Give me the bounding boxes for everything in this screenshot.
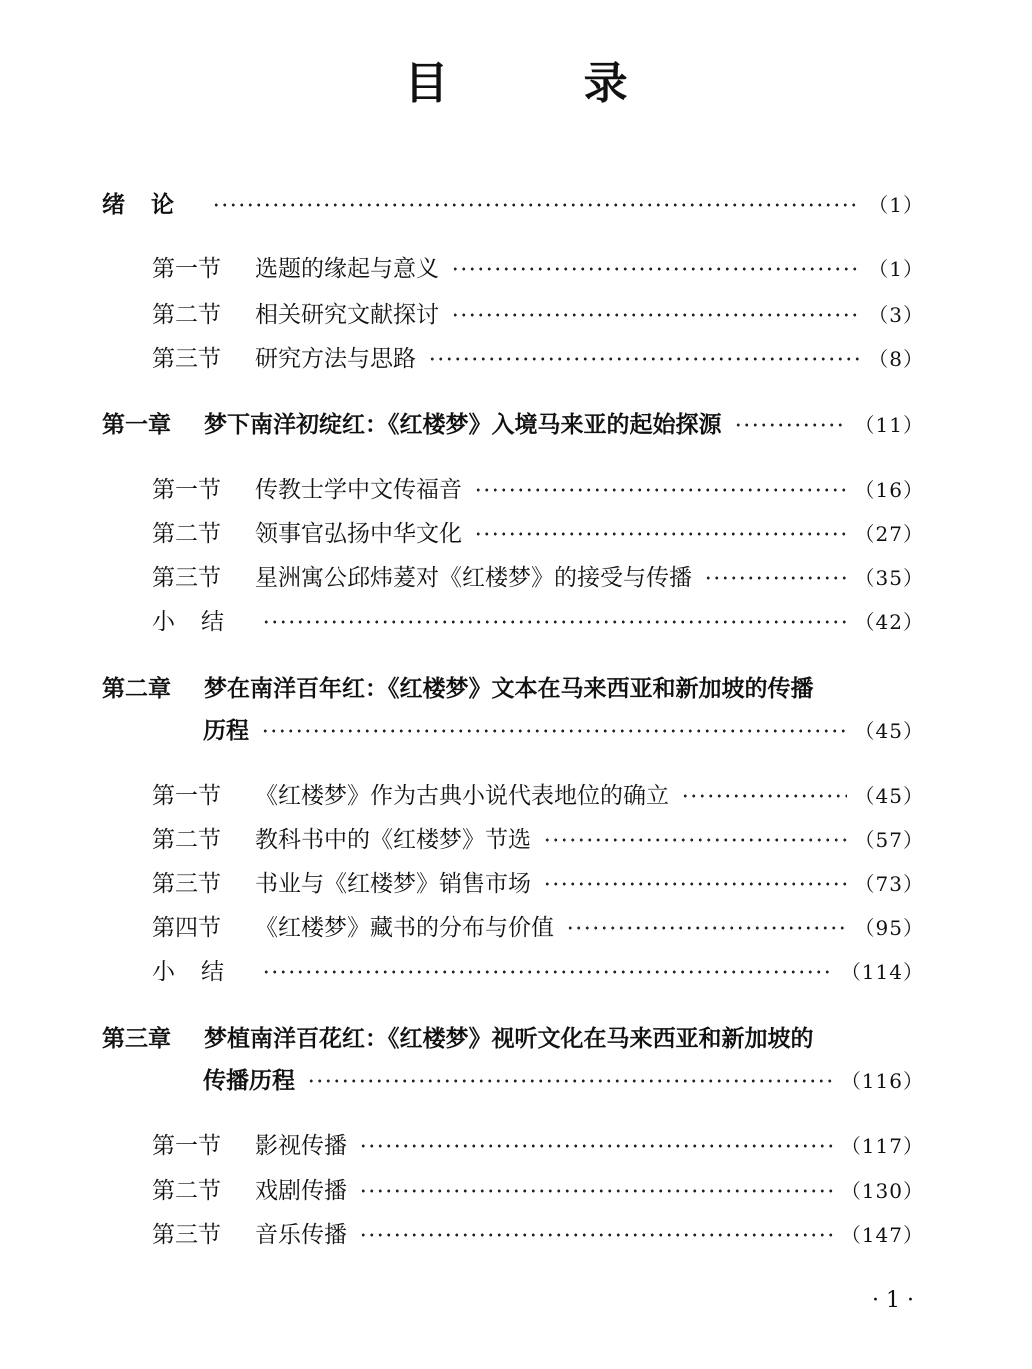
toc-entry-chapter-3-continued[interactable] bbox=[203, 1065, 924, 1097]
toc-entry-chapter-1-section-2[interactable] bbox=[152, 518, 924, 550]
dot-leader bbox=[681, 780, 847, 812]
toc-entry-chapter-3-section-3[interactable] bbox=[152, 1219, 924, 1251]
page-ref: （16） bbox=[854, 478, 924, 502]
page-ref: （95） bbox=[854, 916, 924, 940]
toc-entry-chapter-3-section-2[interactable] bbox=[152, 1175, 924, 1207]
page-ref: （1） bbox=[868, 257, 924, 281]
section-number: 第一节 bbox=[152, 1133, 221, 1159]
toc-entry-chapter-2-summary[interactable] bbox=[152, 956, 924, 988]
entry-title: 星洲寓公邱炜萲对《红楼梦》的接受与传播 bbox=[255, 565, 692, 591]
toc-entry-chapter-2[interactable] bbox=[102, 673, 924, 705]
entry-title: 领事官弘扬中华文化 bbox=[255, 521, 462, 547]
section-number: 第三节 bbox=[152, 565, 221, 591]
entry-title: 小结 bbox=[152, 959, 250, 985]
entry-title: 《红楼梦》藏书的分布与价值 bbox=[255, 915, 554, 941]
toc-entry-chapter-2-section-4[interactable] bbox=[152, 912, 924, 944]
entry-title: 影视传播 bbox=[255, 1133, 347, 1159]
page-number: · 1 · bbox=[872, 1288, 914, 1313]
section-number: 第二节 bbox=[152, 521, 221, 547]
toc-entry-chapter-2-section-1[interactable] bbox=[152, 780, 924, 812]
section-number: 第二节 bbox=[152, 827, 221, 853]
chapter-number: 第一章 bbox=[102, 412, 171, 438]
toc-entry-intro-section-3[interactable] bbox=[152, 343, 924, 375]
page-ref: （42） bbox=[854, 610, 924, 634]
page-ref: （8） bbox=[868, 347, 924, 371]
toc-entry-chapter-3[interactable] bbox=[102, 1023, 924, 1055]
dot-leader bbox=[451, 253, 860, 285]
section-number: 第二节 bbox=[152, 1178, 221, 1204]
page-ref: （3） bbox=[868, 303, 924, 327]
dot-leader bbox=[451, 299, 860, 331]
section-number: 第一节 bbox=[152, 477, 221, 503]
dot-leader bbox=[262, 956, 833, 988]
dot-leader bbox=[262, 606, 847, 638]
dot-leader bbox=[359, 1219, 833, 1251]
dot-leader bbox=[359, 1175, 833, 1207]
section-number: 第三节 bbox=[152, 346, 221, 372]
section-number: 第一节 bbox=[152, 783, 221, 809]
page-ref: （73） bbox=[854, 872, 924, 896]
toc-entry-chapter-1-section-3[interactable] bbox=[152, 562, 924, 594]
dot-leader bbox=[474, 474, 847, 506]
page-ref: （116） bbox=[840, 1069, 924, 1093]
page-ref: （117） bbox=[840, 1134, 924, 1158]
entry-title: 戏剧传播 bbox=[255, 1178, 347, 1204]
page-ref: （57） bbox=[854, 828, 924, 852]
entry-title: 《红楼梦》作为古典小说代表地位的确立 bbox=[255, 783, 669, 809]
page-ref: （147） bbox=[840, 1223, 924, 1247]
dot-leader bbox=[566, 912, 847, 944]
dot-leader bbox=[428, 343, 860, 375]
section-number: 第四节 bbox=[152, 915, 221, 941]
toc-entry-chapter-2-section-2[interactable] bbox=[152, 824, 924, 856]
dot-leader bbox=[704, 562, 847, 594]
dot-leader bbox=[261, 715, 847, 747]
entry-title: 绪论 bbox=[102, 192, 200, 218]
dot-leader bbox=[543, 868, 847, 900]
page-ref: （11） bbox=[854, 413, 924, 437]
page-ref: （35） bbox=[854, 566, 924, 590]
page-ref: （45） bbox=[854, 719, 924, 743]
section-number: 第三节 bbox=[152, 871, 221, 897]
page-ref: （27） bbox=[854, 522, 924, 546]
entry-title: 传播历程 bbox=[203, 1068, 295, 1094]
dot-leader bbox=[543, 824, 847, 856]
toc-entry-chapter-1[interactable] bbox=[102, 409, 924, 441]
toc-entry-chapter-2-section-3[interactable] bbox=[152, 868, 924, 900]
dot-leader bbox=[307, 1065, 833, 1097]
toc-entry-chapter-1-summary[interactable] bbox=[152, 606, 924, 638]
toc-entry-chapter-2-continued[interactable] bbox=[203, 715, 924, 747]
page-ref: （114） bbox=[840, 960, 924, 984]
entry-title: 教科书中的《红楼梦》节选 bbox=[255, 827, 531, 853]
toc-entry-chapter-3-section-1[interactable] bbox=[152, 1130, 924, 1162]
entry-title: 梦植南洋百花红：《红楼梦》视听文化在马来西亚和新加坡的 bbox=[204, 1026, 814, 1052]
entry-title: 研究方法与思路 bbox=[255, 346, 416, 372]
toc-entry-intro[interactable] bbox=[102, 189, 924, 221]
entry-title: 相关研究文献探讨 bbox=[255, 302, 439, 328]
section-number: 第三节 bbox=[152, 1222, 221, 1248]
section-number: 第一节 bbox=[152, 256, 221, 282]
entry-title: 历程 bbox=[203, 718, 249, 744]
entry-title: 小结 bbox=[152, 609, 250, 635]
page-ref: （45） bbox=[854, 784, 924, 808]
page-title: 目 录 bbox=[404, 58, 688, 109]
entry-title: 梦在南洋百年红：《红楼梦》文本在马来西亚和新加坡的传播 bbox=[204, 676, 814, 702]
entry-title: 书业与《红楼梦》销售市场 bbox=[255, 871, 531, 897]
chapter-number: 第二章 bbox=[102, 676, 171, 702]
entry-title: 传教士学中文传福音 bbox=[255, 477, 462, 503]
dot-leader bbox=[359, 1130, 833, 1162]
section-number: 第二节 bbox=[152, 302, 221, 328]
toc-entry-intro-section-1[interactable] bbox=[152, 253, 924, 285]
toc-entry-chapter-1-section-1[interactable] bbox=[152, 474, 924, 506]
entry-title: 音乐传播 bbox=[255, 1222, 347, 1248]
dot-leader bbox=[734, 409, 847, 441]
dot-leader bbox=[212, 189, 860, 221]
dot-leader bbox=[474, 518, 847, 550]
entry-title: 梦下南洋初绽红：《红楼梦》入境马来亚的起始探源 bbox=[204, 412, 722, 438]
entry-title: 选题的缘起与意义 bbox=[255, 256, 439, 282]
page-ref: （130） bbox=[840, 1179, 924, 1203]
chapter-number: 第三章 bbox=[102, 1026, 171, 1052]
page-ref: （1） bbox=[868, 193, 924, 217]
toc-entry-intro-section-2[interactable] bbox=[152, 299, 924, 331]
